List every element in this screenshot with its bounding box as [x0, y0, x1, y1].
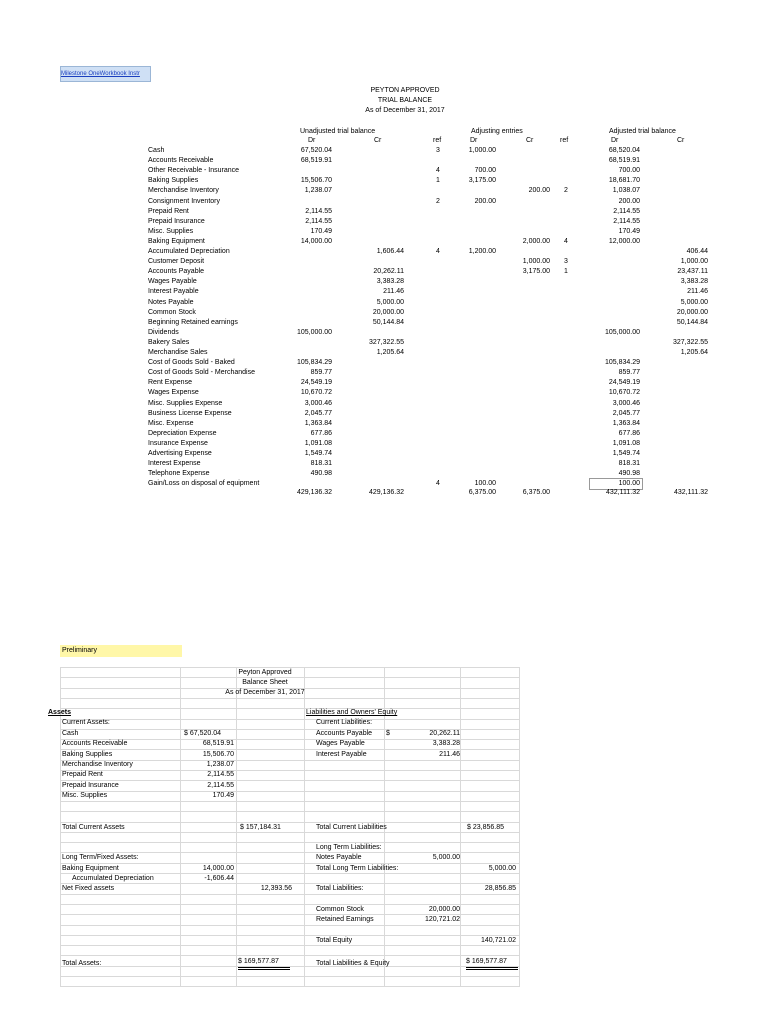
- tb-account-name: Cash: [148, 147, 165, 154]
- tb-cell-adj-dr: 24,549.19: [608, 379, 640, 387]
- grid-row-line: [60, 945, 520, 946]
- tb-cell-u-dr: 2,114.55: [305, 217, 332, 225]
- bs-total-assets: $ 169,577.87: [238, 957, 290, 970]
- bs-current-asset-label: Merchandise Inventory: [62, 760, 133, 768]
- tb-account-name: Cost of Goods Sold - Merchandise: [148, 369, 255, 377]
- tb-cell-adj-dr: 10,670.72: [608, 389, 640, 397]
- tb-total-a-cr: 6,375.00: [522, 489, 550, 496]
- tb-account-name: Rent Expense: [148, 379, 192, 387]
- tb-cell-adj-dr: 105,000.00: [604, 328, 640, 336]
- tb-cell-adj-cr: 406.44: [686, 248, 708, 255]
- tb-cell-ref2: 1: [564, 268, 568, 276]
- tb-cell-ref2: 2: [564, 187, 568, 195]
- tb-account-name: Misc. Expense: [148, 419, 194, 427]
- tb-cell-a-dr: 1,200.00: [468, 248, 496, 255]
- grid-row-line: [60, 822, 520, 823]
- tb-col-cr-3: Cr: [677, 137, 685, 144]
- workbook-instructions-link[interactable]: Milestone OneWorkbook Instr: [60, 66, 151, 82]
- tb-cell-adj-cr: 50,144.84: [676, 318, 708, 326]
- tb-cell-u-dr: 3,000.46: [304, 399, 332, 407]
- balance-sheet-grid: [60, 667, 520, 987]
- bs-retained-label: Retained Earnings: [316, 916, 374, 923]
- tb-cell-adj-dr: 68,519.91: [608, 157, 640, 165]
- bs-current-asset-label: Baking Supplies: [62, 750, 113, 758]
- tb-cell-u-dr: 1,549.74: [304, 450, 332, 457]
- tb-cell-a-cr: 1,000.00: [522, 258, 550, 266]
- tb-cell-adj-dr: 100.00: [618, 480, 640, 488]
- bs-total-liab: 28,856.85: [484, 885, 516, 892]
- tb-cell-adj-dr: 3,000.46: [612, 399, 640, 407]
- tb-account-name: Accounts Payable: [148, 268, 205, 276]
- bs-current-asset-label: Prepaid Rent: [62, 771, 103, 779]
- tb-account-name: Interest Expense: [148, 460, 201, 468]
- tb-cell-adj-dr: 18,681.70: [608, 177, 640, 185]
- tb-cell-u-cr: 5,000.00: [376, 298, 404, 306]
- tb-cell-ref1: 1: [436, 177, 440, 185]
- tb-cell-ref2: 3: [564, 258, 568, 266]
- tb-cell-adj-cr: 23,437.11: [677, 268, 708, 276]
- tb-account-name: Telephone Expense: [148, 470, 210, 478]
- tb-account-name: Business License Expense: [148, 409, 232, 417]
- grid-row-line: [60, 719, 520, 720]
- bs-current-asset-label: Accounts Receivable: [62, 740, 128, 748]
- bs-common-stock-label: Common Stock: [316, 906, 364, 913]
- tb-cell-adj-dr: 490.98: [618, 470, 640, 478]
- bs-liab-header: Liabilities and Owners' Equity: [306, 709, 398, 716]
- tb-cell-u-dr: 68,519.91: [300, 157, 332, 165]
- bs-current-asset-amount: 68,519.91: [202, 740, 234, 748]
- tb-cell-adj-cr: 5,000.00: [680, 298, 708, 306]
- tb-cell-a-dr: 3,175.00: [468, 177, 496, 185]
- tb-cell-u-dr: 67,520.04: [300, 147, 332, 154]
- tb-col-ref-1: ref: [433, 137, 442, 144]
- bs-total-current-assets-label: Total Current Assets: [62, 824, 125, 831]
- tb-account-name: Cost of Goods Sold - Baked: [148, 359, 235, 367]
- tb-cell-u-cr: 20,000.00: [372, 308, 404, 316]
- tb-cell-ref1: 2: [436, 197, 440, 205]
- tb-account-name: Other Receivable - Insurance: [148, 167, 240, 175]
- tb-adjusting-header: Adjusting entries: [471, 128, 523, 135]
- bs-title: Balance Sheet: [242, 679, 288, 686]
- tb-cell-adj-dr: 200.00: [618, 197, 640, 205]
- tb-account-name: Depreciation Expense: [148, 429, 217, 437]
- tb-cell-u-dr: 1,238.07: [304, 187, 332, 195]
- bs-total-le: $ 169,577.87: [466, 957, 518, 970]
- tb-cell-adj-cr: 1,000.00: [680, 258, 708, 266]
- bs-date: As of December 31, 2017: [225, 689, 305, 696]
- tb-cell-u-dr: 1,091.08: [304, 439, 332, 447]
- tb-account-name: Prepaid Insurance: [148, 217, 205, 225]
- tb-cell-adj-dr: 68,520.04: [608, 147, 640, 154]
- tb-account-name: Merchandise Sales: [148, 349, 208, 356]
- grid-row-line: [60, 698, 520, 699]
- tb-cell-u-dr: 2,045.77: [304, 409, 332, 417]
- tb-cell-u-cr: 3,383.28: [376, 278, 404, 286]
- bs-current-liab-amount: 211.46: [439, 750, 460, 758]
- tb-cell-ref1: 4: [436, 480, 440, 488]
- bs-total-le-label: Total Liabilities & Equity: [316, 960, 390, 967]
- tb-cell-adj-dr: 1,091.08: [612, 439, 640, 447]
- tb-cell-u-dr: 10,670.72: [300, 389, 332, 397]
- tb-cell-u-dr: 677.86: [310, 429, 332, 437]
- tb-cell-adj-dr: 1,549.74: [612, 450, 640, 457]
- tb-cell-adj-dr: 1,363.84: [612, 419, 640, 427]
- tb-cell-adj-cr: 211.46: [687, 288, 708, 296]
- tb-account-name: Bakery Sales: [148, 338, 190, 346]
- bs-current-asset-amount: $ 67,520.04: [184, 730, 221, 737]
- tb-cell-u-dr: 24,549.19: [300, 379, 332, 387]
- tb-account-name: Customer Deposit: [148, 258, 205, 266]
- tb-col-ref-2: ref: [560, 137, 569, 144]
- bs-total-assets-label: Total Assets:: [62, 960, 102, 967]
- bs-current-liab-label: Interest Payable: [316, 750, 367, 758]
- grid-row-line: [60, 791, 520, 792]
- tb-cell-u-cr: 327,322.55: [368, 338, 404, 346]
- tb-title: TRIAL BALANCE: [377, 97, 433, 104]
- bs-current-liab-amount: 20,262.11: [429, 730, 460, 737]
- tb-cell-ref1: 4: [436, 167, 440, 175]
- tb-total-adj-cr: 432,111.32: [674, 489, 708, 496]
- tb-cell-u-dr: 15,506.70: [300, 177, 332, 185]
- tb-cell-u-dr: 105,834.29: [296, 359, 332, 367]
- bs-net-fixed-label: Net Fixed assets: [62, 885, 115, 892]
- bs-company: Peyton Approved: [238, 669, 292, 676]
- bs-current-asset-label: Misc. Supplies: [62, 791, 108, 799]
- tb-account-name: Baking Equipment: [148, 237, 205, 245]
- tb-total-adj-dr: 432,111.32: [606, 489, 640, 496]
- grid-row-line: [60, 780, 520, 781]
- bs-baking-equipment: 14,000.00: [202, 865, 234, 872]
- tb-cell-u-cr: 211.46: [383, 288, 404, 296]
- grid-row-line: [60, 955, 520, 956]
- tb-cell-adj-dr: 859.77: [618, 369, 640, 377]
- grid-row-line: [60, 976, 520, 977]
- tb-cell-u-cr: 50,144.84: [372, 318, 404, 326]
- tb-cell-u-dr: 170.49: [310, 227, 332, 235]
- tb-cell-u-cr: 20,262.11: [373, 268, 404, 276]
- tb-cell-u-dr: 2,114.55: [305, 207, 332, 215]
- tb-cell-a-dr: 700.00: [474, 167, 496, 175]
- tb-col-dr-2: Dr: [470, 137, 478, 144]
- bs-total-equity: 140,721.02: [480, 937, 516, 944]
- tb-cell-adj-cr: 20,000.00: [676, 308, 708, 316]
- tb-cell-adj-dr: 12,000.00: [608, 237, 640, 245]
- bs-total-current-liab-label: Total Current Liabilities: [316, 824, 387, 831]
- tb-cell-ref2: 4: [564, 237, 568, 245]
- tb-cell-a-cr: 2,000.00: [522, 237, 550, 245]
- tb-account-name: Baking Supplies: [148, 177, 199, 185]
- tb-account-name: Merchandise Inventory: [148, 187, 219, 195]
- tb-cell-adj-dr: 1,038.07: [612, 187, 640, 195]
- tb-cell-u-cr: 1,606.44: [376, 248, 404, 255]
- bs-current-liab-header: Current Liabilities:: [316, 719, 373, 726]
- bs-total-equity-label: Total Equity: [316, 937, 353, 944]
- tb-account-name: Gain/Loss on disposal of equipment: [148, 480, 260, 488]
- bs-current-asset-amount: 15,506.70: [202, 750, 234, 758]
- bs-total-liab-label: Total Liabilities:: [316, 885, 364, 892]
- tb-cell-u-dr: 105,000.00: [296, 328, 332, 336]
- tb-cell-u-dr: 490.98: [310, 470, 332, 478]
- bs-current-liab-amount: 3,383.28: [432, 740, 460, 748]
- preliminary-label: Preliminary: [62, 647, 98, 654]
- bs-common-stock: 20,000.00: [428, 906, 460, 913]
- tb-account-name: Dividends: [148, 328, 179, 336]
- tb-account-name: Notes Payable: [148, 298, 194, 306]
- tb-cell-a-dr: 100.00: [474, 480, 496, 488]
- bs-current-asset-amount: 2,114.55: [207, 771, 234, 779]
- bs-total-lt-liab: 5,000.00: [488, 865, 516, 872]
- bs-notes-payable-label: Notes Payable: [316, 854, 362, 861]
- tb-date: As of December 31, 2017: [365, 107, 445, 114]
- bs-current-asset-amount: 1,238.07: [206, 760, 234, 768]
- bs-retained: 120,721.02: [424, 916, 460, 923]
- tb-account-name: Misc. Supplies: [148, 227, 194, 235]
- grid-row-line: [60, 708, 520, 709]
- bs-current-liab-currency: $: [386, 730, 390, 737]
- tb-account-name: Common Stock: [148, 308, 196, 316]
- tb-company: PEYTON APPROVED: [370, 87, 440, 94]
- tb-cell-ref1: 4: [436, 248, 440, 255]
- bs-current-liab-label: Wages Payable: [316, 740, 365, 748]
- tb-account-name: Wages Expense: [148, 389, 199, 397]
- tb-cell-u-dr: 14,000.00: [300, 237, 332, 245]
- tb-cell-adj-cr: 327,322.55: [672, 338, 708, 346]
- tb-cell-u-dr: 859.77: [310, 369, 332, 377]
- tb-cell-adj-cr: 1,205.64: [680, 349, 708, 356]
- grid-row-line: [60, 770, 520, 771]
- tb-cell-u-dr: 818.31: [310, 460, 332, 468]
- bs-current-liab-label: Accounts Payable: [316, 730, 373, 737]
- tb-account-name: Wages Payable: [148, 278, 197, 286]
- grid-row-line: [60, 966, 520, 967]
- tb-cell-adj-dr: 2,114.55: [613, 217, 640, 225]
- tb-cell-adj-dr: 105,834.29: [604, 359, 640, 367]
- tb-cell-a-cr: 3,175.00: [522, 268, 550, 276]
- tb-cell-u-dr: 1,363.84: [304, 419, 332, 427]
- tb-cell-a-dr: 1,000.00: [468, 147, 496, 154]
- bs-total-current-liab: $ 23,856.85: [467, 824, 504, 831]
- tb-cell-adj-dr: 677.86: [618, 429, 640, 437]
- bs-total-current-assets: $ 157,184.31: [240, 824, 281, 831]
- tb-account-name: Insurance Expense: [148, 439, 208, 447]
- tb-adjusted-header: Adjusted trial balance: [609, 128, 676, 135]
- bs-baking-equipment-label: Baking Equipment: [62, 865, 119, 872]
- tb-account-name: Misc. Supplies Expense: [148, 399, 223, 407]
- bs-accum-dep-label: Accumulated Depreciation: [72, 875, 154, 882]
- tb-cell-a-dr: 200.00: [474, 197, 496, 205]
- tb-col-cr-1: Cr: [374, 137, 382, 144]
- tb-total-u-dr: 429,136.32: [296, 489, 332, 496]
- tb-cell-adj-dr: 2,114.55: [613, 207, 640, 215]
- bs-total-lt-liab-label: Total Long Term Liabilities:: [316, 865, 399, 872]
- bs-current-asset-label: Cash: [62, 730, 79, 737]
- grid-row-line: [60, 811, 520, 812]
- bs-current-asset-amount: 2,114.55: [207, 781, 234, 789]
- tb-cell-adj-dr: 700.00: [618, 167, 640, 175]
- bs-current-assets-header: Current Assets:: [62, 719, 110, 726]
- tb-cell-adj-dr: 2,045.77: [612, 409, 640, 417]
- tb-account-name: Prepaid Rent: [148, 207, 189, 215]
- grid-row-line: [60, 842, 520, 843]
- grid-row-line: [60, 935, 520, 936]
- bs-current-asset-label: Prepaid Insurance: [62, 781, 119, 789]
- tb-col-dr-3: Dr: [611, 137, 619, 144]
- tb-total-u-cr: 429,136.32: [368, 489, 404, 496]
- tb-cell-adj-dr: 170.49: [618, 227, 640, 235]
- bs-current-asset-amount: 170.49: [212, 791, 234, 799]
- bs-accum-dep: -1,606.44: [204, 875, 234, 882]
- bs-notes-payable: 5,000.00: [432, 854, 460, 861]
- tb-account-name: Interest Payable: [148, 288, 199, 296]
- tb-col-dr-1: Dr: [308, 137, 316, 144]
- tb-unadjusted-header: Unadjusted trial balance: [300, 128, 376, 135]
- tb-cell-u-cr: 1,205.64: [376, 349, 404, 356]
- tb-cell-ref1: 3: [436, 147, 440, 154]
- grid-row-line: [60, 986, 520, 987]
- bs-lt-liab-header: Long Term Liabilities:: [316, 844, 382, 851]
- tb-account-name: Beginning Retained earnings: [148, 318, 238, 326]
- bs-assets-header: Assets: [48, 709, 71, 716]
- tb-account-name: Consignment Inventory: [148, 197, 220, 205]
- bs-long-term-header: Long Term/Fixed Assets:: [62, 854, 139, 861]
- tb-cell-a-cr: 200.00: [528, 187, 550, 195]
- tb-account-name: Advertising Expense: [148, 450, 212, 457]
- tb-col-cr-2: Cr: [526, 137, 534, 144]
- tb-cell-adj-dr: 818.31: [618, 460, 640, 468]
- tb-account-name: Accounts Receivable: [148, 157, 214, 165]
- tb-cell-adj-cr: 3,383.28: [680, 278, 708, 286]
- tb-account-name: Accumulated Depreciation: [148, 248, 230, 255]
- grid-row-line: [60, 832, 520, 833]
- bs-net-fixed: 12,393.56: [260, 885, 292, 892]
- grid-row-line: [60, 801, 520, 802]
- tb-total-a-dr: 6,375.00: [468, 489, 496, 496]
